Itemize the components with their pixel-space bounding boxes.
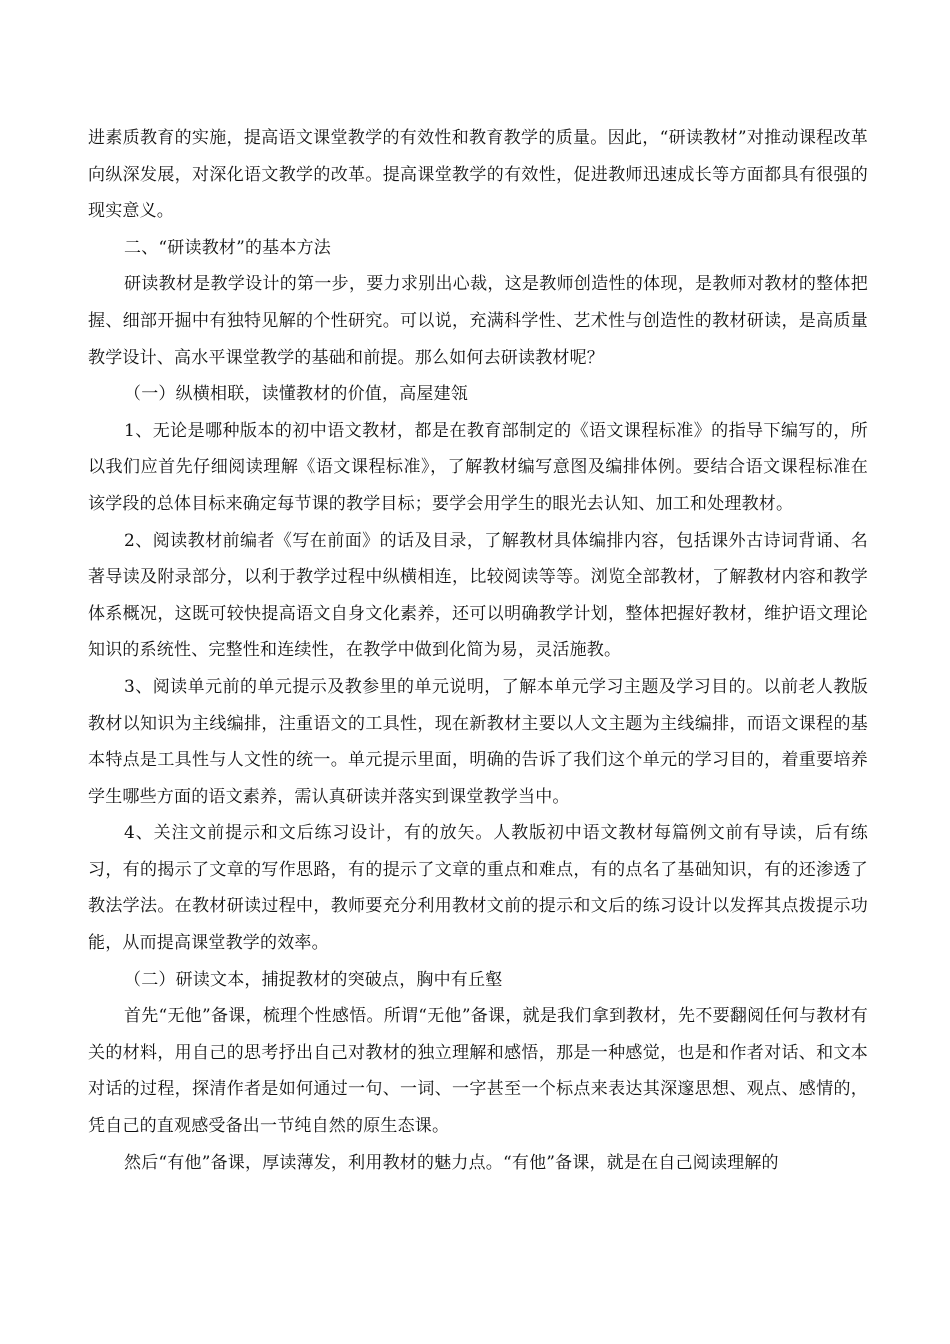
body-paragraph: 3、阅读单元前的单元提示及教参里的单元说明，了解本单元学习主题及学习目的。以前老人教版教材以知识为主线编排，注重语文的工具性，现在新教材主要以人文主题为主线编排，而语文课程的基本特点是工具性与人文性的统一。单元提示里面，明确的告诉了我们这个单元的学习目的，着重要培养学生哪些方面的语文素养，需认真研读并落实到课堂教学当中。: [88, 676, 868, 807]
subsection-heading: （二）研读文本，捕捉教材的突破点，胸中有丘壑: [124, 969, 503, 990]
body-paragraph: 进素质教育的实施，提高语文课堂教学的有效性和教育教学的质量。因此，“研读教材”对推动课程改革向纵深发展，对深化语文教学的改革。提高课堂教学的有效性，促进教师迅速成长等方面都具有很强的现实意义。: [88, 128, 868, 222]
body-paragraph: 然后“有他”备课，厚读薄发，利用教材的魅力点。“有他”备课，就是在自己阅读理解的: [124, 1152, 779, 1173]
body-paragraph: 1、无论是哪种版本的初中语文教材，都是在教育部制定的《语文课程标准》的指导下编写的，所以我们应首先仔细阅读理解《语文课程标准》，了解教材编写意图及编排体例。要结合语文课程标准在该学段的总体目标来确定每节课的教学目标；要学会用学生的眼光去认知、加工和处理教材。: [88, 420, 868, 514]
body-paragraph: 2、阅读教材前编者《写在前面》的话及目录，了解教材具体编排内容，包括课外古诗词背诵、名著导读及附录部分，以利于教学过程中纵横相连，比较阅读等等。浏览全部教材，了解教材内容和教学体系概况，这既可较快提高语文自身文化素养，还可以明确教学计划，整体把握好教材，维护语文理论知识的系统性、完整性和连续性，在教学中做到化简为易，灵活施教。: [88, 530, 868, 661]
document-page: [88, 120, 868, 1181]
body-paragraph: 首先“无他”备课，梳理个性感悟。所谓“无他”备课，就是我们拿到教材，先不要翻阅任何与教材有关的材料，用自己的思考抒出自己对教材的独立理解和感悟，那是一种感觉，也是和作者对话、和文本对话的过程，探清作者是如何通过一句、一词、一字甚至一个标点来表达其深邃思想、观点、感情的，凭自己的直观感受备出一节纯自然的原生态课。: [88, 1006, 868, 1137]
section-heading: 二、“研读教材”的基本方法: [124, 237, 331, 258]
body-paragraph: 4、关注文前提示和文后练习设计，有的放矢。人教版初中语文教材每篇例文前有导读，后有练习，有的揭示了文章的写作思路，有的提示了文章的重点和难点，有的点名了基础知识，有的还渗透了教法学法。在教材研读过程中，教师要充分利用教材文前的提示和文后的练习设计以发挥其点拨提示功能，从而提高课堂教学的效率。: [88, 823, 868, 954]
body-paragraph: 研读教材是教学设计的第一步，要力求别出心裁，这是教师创造性的体现，是教师对教材的整体把握、细部开掘中有独特见解的个性研究。可以说，充满科学性、艺术性与创造性的教材研读，是高质量教学设计、高水平课堂教学的基础和前提。那么如何去研读教材呢？: [88, 274, 868, 368]
subsection-heading: （一）纵横相联，读懂教材的价值，高屋建瓴: [124, 384, 468, 405]
